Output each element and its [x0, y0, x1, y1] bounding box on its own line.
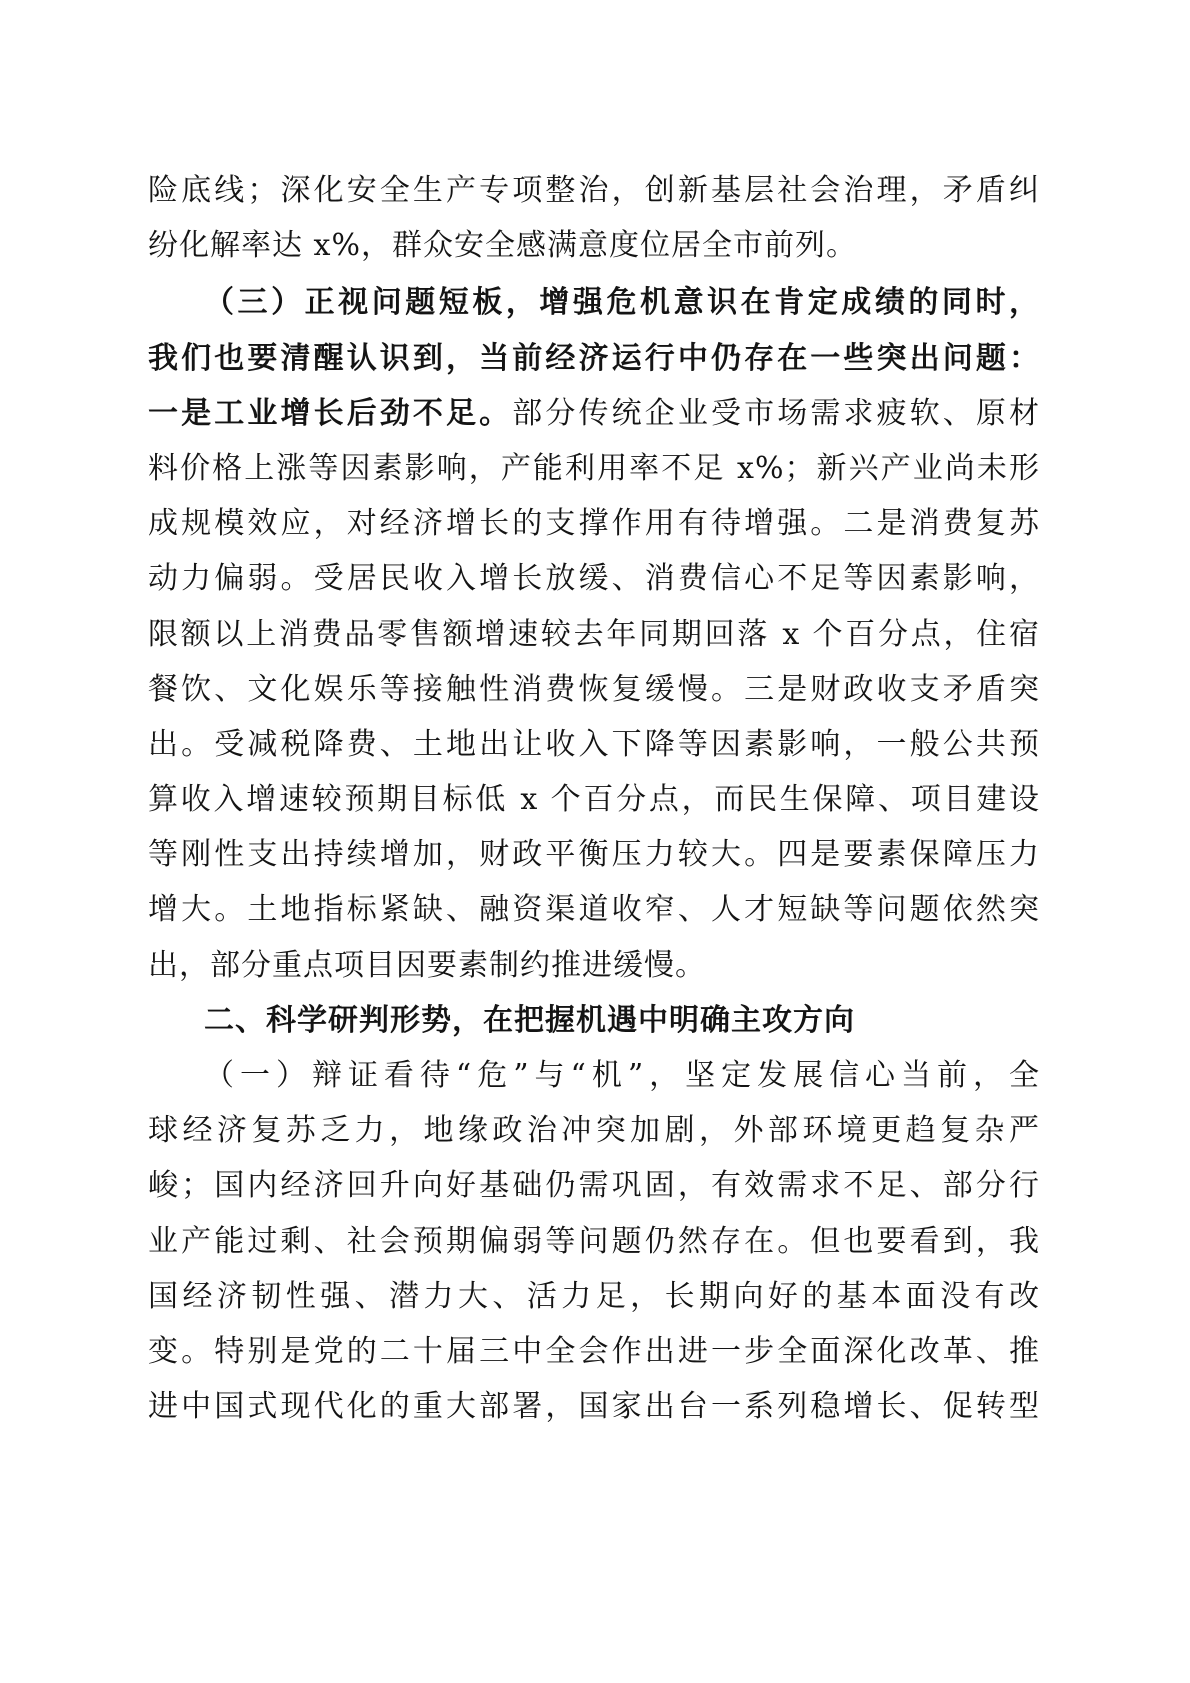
section-heading: 二、科学研判形势，在把握机遇中明确主攻方向 [204, 1002, 855, 1038]
body-text-line: 成规模效应，对经济增长的支撑作用有待增强。二是消费复苏 [148, 506, 1040, 542]
body-text-line: 出，部分重点项目因要素制约推进缓慢。 [148, 947, 706, 983]
body-text-line: 出。受减税降费、土地出让收入下降等因素影响，一般公共预 [148, 726, 1040, 762]
body-text-line: 算收入增速较预期目标低 x 个百分点，而民生保障、项目建设 [148, 782, 1040, 818]
body-text-line: 纷化解率达 x%，群众安全感满意度位居全市前列。 [148, 228, 857, 264]
body-text-line: 进中国式现代化的重大部署，国家出台一系列稳增长、促转型 [148, 1389, 1040, 1425]
body-text-line [148, 386, 1040, 441]
body-text-line: 料价格上涨等因素影响，产能利用率不足 x%；新兴产业尚未形 [148, 450, 1040, 486]
body-text-line: 等刚性支出持续增加，财政平衡压力较大。四是要素保障压力 [148, 837, 1040, 873]
body-text-line: 国经济韧性强、潜力大、活力足，长期向好的基本面没有改 [148, 1278, 1040, 1314]
subsection-heading-line: （一）辩证看待“危”与“机”，坚定发展信心当前，全 [204, 1058, 1040, 1093]
issue-lead-sentence: 一是工业增长后劲不足。 [148, 395, 513, 431]
body-text-line: 球经济复苏乏力，地缘政治冲突加剧，外部环境更趋复杂严 [148, 1113, 1040, 1149]
body-text-line: 餐饮、文化娱乐等接触性消费恢复缓慢。三是财政收支矛盾突 [148, 671, 1040, 707]
body-text-line: 峻；国内经济回升向好基础仍需巩固，有效需求不足、部分行 [148, 1168, 1040, 1204]
body-text-line: 变。特别是党的二十届三中全会作出进一步全面深化改革、推 [148, 1333, 1040, 1369]
body-text-line: 险底线；深化安全生产专项整治，创新基层社会治理，矛盾纠 [148, 173, 1040, 208]
document-body [148, 163, 1040, 1434]
body-text-span: 部分传统企业受市场需求疲软、原材 [512, 395, 1040, 431]
body-text-line: 限额以上消费品零售额增速较去年同期回落 x 个百分点，住宿 [148, 616, 1040, 652]
body-text-line: 增大。土地指标紧缺、融资渠道收窄、人才短缺等问题依然突 [148, 892, 1040, 928]
subsection-heading-line: 我们也要清醒认识到，当前经济运行中仍存在一些突出问题： [148, 340, 1040, 376]
body-text-line: 动力偏弱。受居民收入增长放缓、消费信心不足等因素影响， [148, 561, 1040, 597]
subsection-heading-line: （三）正视问题短板，增强危机意识在肯定成绩的同时， [204, 285, 1040, 321]
body-text-line: 业产能过剩、社会预期偏弱等问题仍然存在。但也要看到，我 [148, 1223, 1040, 1259]
